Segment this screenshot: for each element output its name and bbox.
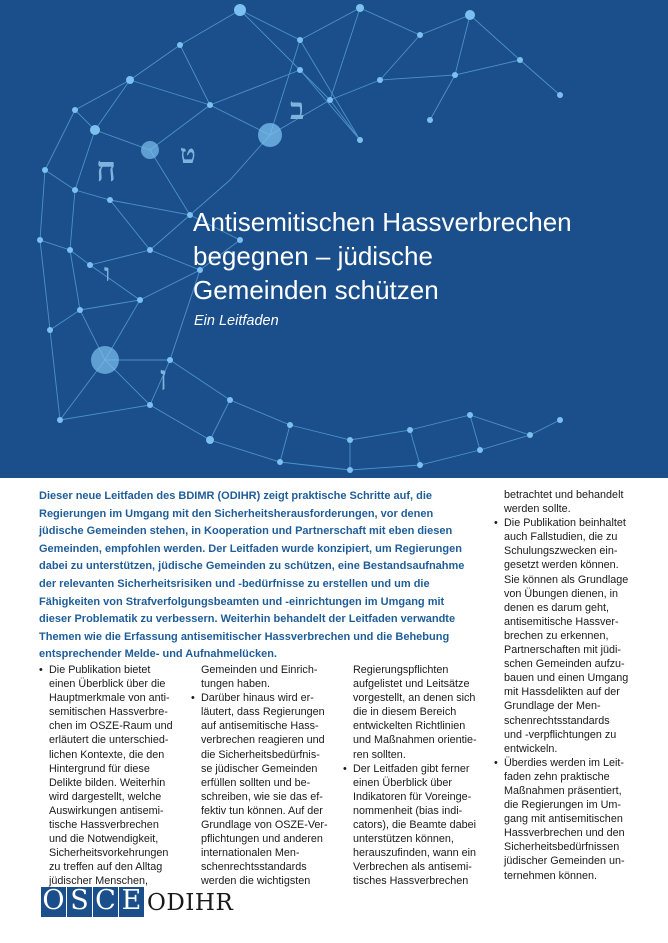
intro-paragraph bbox=[39, 488, 479, 664]
text-column-1 bbox=[39, 663, 189, 889]
text-line: cators), die Beamte dabei bbox=[353, 819, 477, 832]
text-line: unterstützen können, bbox=[353, 833, 454, 846]
bullet-item-start: • Die Publikation bietet bbox=[39, 663, 189, 677]
text-line: gang mit antisemitischen bbox=[504, 813, 623, 826]
text-line: pflichtungen und anderen bbox=[201, 833, 323, 846]
text-line: entwickeln. bbox=[504, 742, 558, 755]
text-line: Hauptmerkmale von anti- bbox=[49, 692, 170, 705]
text-line: fektiv tun können. Auf der bbox=[201, 804, 323, 817]
text-line: erfüllen sollten und be- bbox=[201, 776, 311, 789]
page-title bbox=[193, 205, 633, 307]
text-line: bauen und einen Umgang bbox=[504, 672, 629, 685]
intro-line: Fähigkeiten von Strafverfolgungsbeamten und -einrichtungen im Umgang mit bbox=[39, 595, 445, 608]
text-line: Delikte bilden. Weiterhin bbox=[49, 776, 166, 789]
text-line: und die Notwendigkeit, bbox=[49, 833, 159, 846]
text-line: faden zehn praktische bbox=[504, 770, 610, 783]
text-line: erläutert die unterschied- bbox=[49, 734, 169, 747]
text-line: werden sollte. bbox=[504, 503, 571, 516]
text-line: auch Fallstudien, die zu bbox=[504, 531, 618, 544]
text-line: jüdischer Gemeinden un- bbox=[504, 855, 625, 868]
logo-letter: O bbox=[42, 885, 65, 916]
text-line: einen Überblick über die bbox=[49, 678, 166, 691]
text-line: die in diesem Bereich bbox=[353, 706, 457, 719]
text-line: antisemitische Hassver- bbox=[504, 615, 619, 628]
text-line: aufgelistet und Leitsätze bbox=[353, 678, 470, 691]
text-line: und Maßnahmen orientie- bbox=[353, 734, 477, 747]
text-line: Sie können als Grundlage bbox=[504, 573, 629, 586]
text-line: Regierungspflichten bbox=[353, 664, 449, 676]
title-line: Gemeinden schützen bbox=[193, 275, 439, 305]
text-line: Grundlage der Men- bbox=[504, 700, 601, 713]
logo-letter: C bbox=[93, 887, 118, 917]
logo-odihr-text: ODIHR bbox=[147, 890, 234, 916]
text-line: tungen haben. bbox=[201, 678, 271, 691]
text-line: Sicherheitsvorkehrungen bbox=[49, 847, 169, 860]
text-line: tisches Hassverbrechen bbox=[353, 875, 469, 888]
text-line: die Sicherheitsbedürfnis- bbox=[201, 748, 320, 761]
text-line: werden die wichtigsten bbox=[201, 875, 311, 888]
text-line: Hassverbrechen und den bbox=[504, 827, 625, 840]
text-line: schenrechtsstandards bbox=[201, 861, 307, 874]
text-line: Hintergrund für diese bbox=[49, 762, 150, 775]
text-line: semitischen Hassverbre- bbox=[49, 706, 168, 719]
intro-line: Regierungen im Umgang mit den Sicherheitsherausforderungen, vor denen bbox=[39, 507, 434, 520]
bullet-item-start: • Der Leitfaden gibt ferner bbox=[343, 762, 493, 776]
text-line: und -verpflichtungen zu bbox=[504, 728, 617, 741]
text-line: lichen Kontexte, die den bbox=[49, 748, 165, 761]
bullet-item-start: • Überdies werden im Leit- bbox=[494, 756, 644, 770]
logo-letter: E bbox=[119, 887, 144, 917]
hebrew-letter-bet: ב bbox=[290, 92, 305, 127]
text-line: betrachtet und behandelt bbox=[504, 489, 624, 501]
text-line: Sicherheitsbedürfnissen bbox=[504, 841, 620, 854]
text-column-2 bbox=[191, 663, 341, 889]
subtitle: Ein Leitfaden bbox=[194, 313, 279, 329]
text-line: mit Hassdelikten auf der bbox=[504, 686, 620, 699]
text-line: Indikatoren für Voreinge- bbox=[353, 790, 472, 803]
text-line: läutert, dass Regierungen bbox=[201, 706, 325, 719]
text-line: gesetzt werden können. bbox=[504, 559, 619, 572]
intro-line: dieser Problematik zu verbessern. Weiterhin behandelt der Leitfaden verwandte bbox=[39, 613, 456, 626]
text-line: se jüdischer Gemeinden bbox=[201, 762, 318, 775]
text-line: tische Hassverbrechen bbox=[49, 819, 159, 832]
text-line: einen Überblick über bbox=[353, 776, 453, 789]
text-line: jüdischer Menschen, bbox=[49, 875, 149, 888]
hebrew-letter-vav: ו bbox=[104, 258, 111, 287]
text-line: Gemeinden und Einrich- bbox=[201, 664, 318, 676]
text-line: schen Gemeinden aufzu- bbox=[504, 658, 625, 671]
text-line: brechen zu erkennen, bbox=[504, 629, 609, 642]
text-line: denen es darum geht, bbox=[504, 601, 610, 614]
text-line: wird dargestellt, welche bbox=[49, 790, 162, 803]
text-column-3 bbox=[343, 663, 493, 889]
text-line: Partnerschaften mit jüdi- bbox=[504, 644, 622, 657]
intro-line: Dieser neue Leitfaden des BDIMR (ODIHR) zeigt praktische Schritte auf, die bbox=[39, 490, 433, 502]
text-line: verbrechen reagieren und bbox=[201, 734, 325, 747]
intro-line: Themen wie die Erfassung antisemitischer Hassverbrechen und die Behebung bbox=[39, 630, 450, 643]
text-line: auf antisemitische Hass- bbox=[201, 720, 319, 733]
intro-line: entsprechender Melde- und Aufnahmelücken. bbox=[39, 648, 277, 661]
text-line: Grundlage von OSZE-Ver- bbox=[201, 819, 328, 832]
hebrew-letter-chet: ח bbox=[96, 150, 117, 190]
text-line: ternehmen können. bbox=[504, 869, 598, 882]
text-line: entwickelten Richtlinien bbox=[353, 720, 466, 733]
text-line: herauszufinden, wann ein bbox=[353, 847, 477, 860]
intro-line: Gemeinden, empfohlen werden. Der Leitfaden wurde konzipiert, um Regierungen bbox=[39, 542, 462, 555]
text-line: Verbrechen als antisemi- bbox=[353, 861, 472, 874]
hebrew-letter-tet: ט bbox=[180, 140, 196, 170]
text-line: die Regierungen im Um- bbox=[504, 799, 622, 812]
text-line: internationalen Men- bbox=[201, 847, 300, 860]
text-line: chen im OSZE-Raum und bbox=[49, 720, 173, 733]
text-line: Maßnahmen präsentiert, bbox=[504, 784, 622, 797]
text-line: ren sollten. bbox=[353, 748, 406, 761]
logo-letter: S bbox=[67, 887, 92, 917]
text-line: schenrechtsstandards bbox=[504, 714, 610, 727]
title-line: Antisemitischen Hassverbrechen bbox=[193, 207, 572, 237]
bullet-item-start: • Die Publikation beinhaltet bbox=[494, 516, 644, 530]
text-line: schreiben, wie sie das ef- bbox=[201, 790, 323, 803]
bullet-item-start: • Darüber hinaus wird er- bbox=[191, 691, 341, 705]
text-line: nommenheit (bias indi- bbox=[353, 804, 463, 817]
text-line: von Übungen dienen, in bbox=[504, 587, 619, 600]
hebrew-letter-final-nun: ן bbox=[160, 362, 167, 392]
intro-line: dabei zu unterstützen, jüdische Gemeinden zu schützen, eine Bestandsaufnahme bbox=[39, 560, 465, 573]
text-line: zu treffen auf den Alltag bbox=[49, 861, 163, 874]
intro-line: der relevanten Sicherheitsrisiken und -bedürfnisse zu erstellen und um die bbox=[39, 577, 430, 590]
intro-line: jüdische Gemeinden stehen, in Kooperation und Partnerschaft mit eben diesen bbox=[39, 525, 453, 538]
text-line: Schulungszwecken ein- bbox=[504, 545, 618, 558]
title-line: begegnen – jüdische bbox=[193, 241, 433, 271]
text-line: vorgestellt, an denen sich bbox=[353, 692, 476, 705]
text-line: Auswirkungen antisemi- bbox=[49, 804, 164, 817]
text-column-4 bbox=[494, 488, 644, 883]
